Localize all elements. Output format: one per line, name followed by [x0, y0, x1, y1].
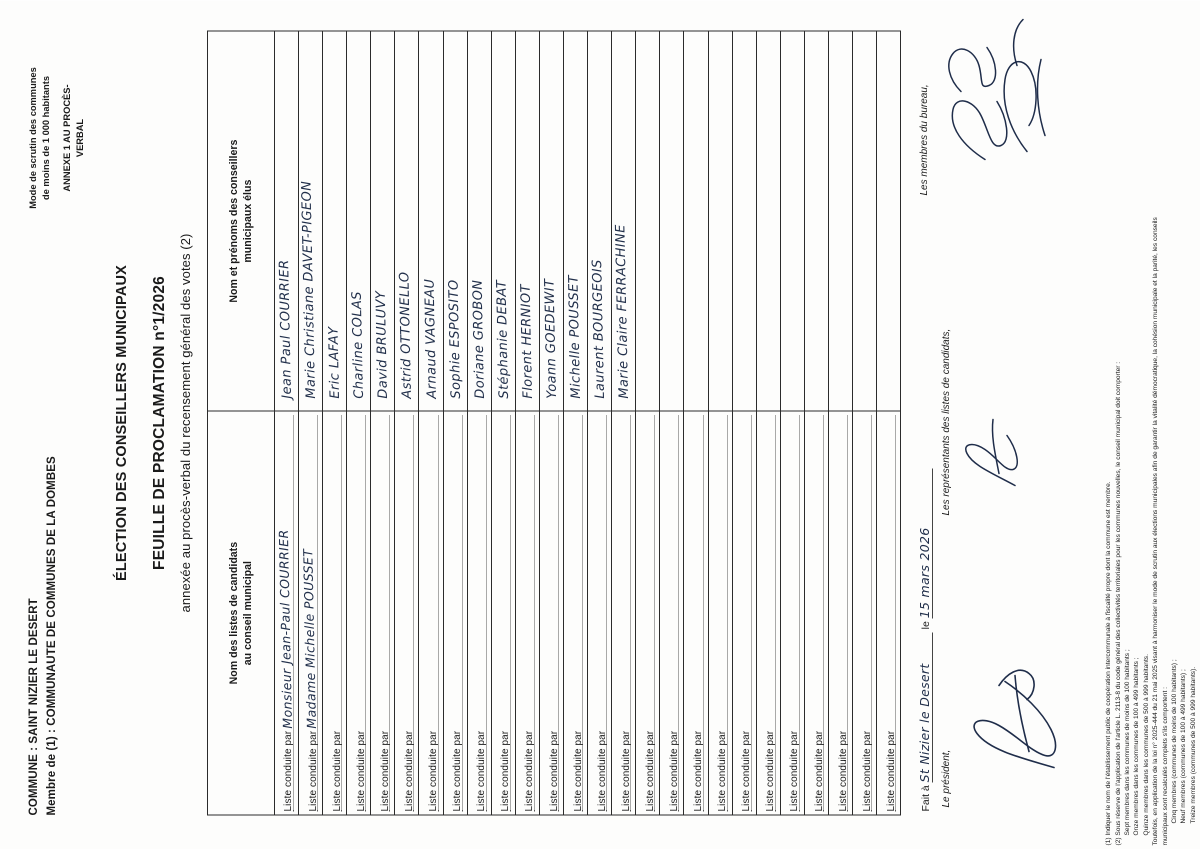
- liste-conduite-par-label: Liste conduite par: [403, 730, 415, 811]
- liste-conduite-par-label: Liste conduite par: [620, 730, 632, 811]
- handwritten-elected-name: Doriane GROBON: [470, 279, 488, 399]
- handwritten-elected-name: Marie Christiane DAVET-PIGEON: [299, 180, 320, 399]
- elected-councillor-cell[interactable]: [804, 31, 828, 411]
- liste-conduite-par-label: Liste conduite par: [307, 730, 319, 811]
- candidate-list-cell[interactable]: [323, 411, 347, 815]
- liste-conduite-par-label: Liste conduite par: [331, 730, 343, 811]
- handwritten-elected-name: Charline COLAS: [350, 290, 368, 399]
- president-label: Le président,: [941, 749, 953, 807]
- membres-bureau-label: Les membres du bureau,: [919, 83, 931, 195]
- table-row: [274, 31, 298, 815]
- table-row: [491, 31, 515, 815]
- table-row: [877, 31, 901, 815]
- footnote-bullet-2: Onze membres dans les communes de 100 à 499 habitants ;: [1133, 656, 1141, 835]
- header-left-block: [26, 456, 62, 815]
- proclamation-table: [207, 30, 901, 815]
- elected-councillor-cell[interactable]: [347, 31, 371, 411]
- elected-councillor-cell[interactable]: [539, 31, 563, 411]
- handwritten-elected-name: Marie Claire FERRACHINE: [613, 223, 633, 399]
- footnote-bullet-6: Treize membres (communes de 500 à 999 habitants).: [1189, 666, 1197, 823]
- elected-councillor-cell[interactable]: [636, 31, 660, 411]
- fait-a-line: [917, 291, 933, 811]
- elected-councillor-cell[interactable]: [708, 31, 732, 411]
- elected-councillor-cell[interactable]: [491, 31, 515, 411]
- col2-line1: Nom et prénoms des conseillers: [227, 139, 240, 303]
- liste-conduite-par-label: Liste conduite par: [885, 730, 897, 811]
- liste-conduite-par-label: Liste conduite par: [283, 730, 295, 811]
- elected-councillor-cell[interactable]: [564, 31, 588, 411]
- candidate-list-cell[interactable]: [756, 411, 780, 815]
- candidate-list-cell[interactable]: [877, 411, 901, 815]
- elected-councillor-cell[interactable]: [829, 31, 853, 411]
- handwritten-candidate-list: Madame Michelle POUSSET: [300, 548, 320, 729]
- handwritten-elected-name: Florent HERNIOT: [518, 283, 536, 399]
- representants-label: Les représentants des listes de candidats,: [941, 328, 953, 515]
- mode-scrutin-line1: Mode de scrutin des communes: [28, 66, 38, 209]
- elected-councillor-cell[interactable]: [323, 31, 347, 411]
- table-row: [780, 31, 804, 815]
- elected-councillor-cell[interactable]: [853, 31, 877, 411]
- table-row: [467, 31, 491, 815]
- liste-conduite-par-label: Liste conduite par: [548, 730, 560, 811]
- elected-councillor-cell[interactable]: [274, 31, 298, 411]
- table-row: [829, 31, 853, 815]
- column-header-elected: [207, 31, 274, 411]
- elected-councillor-cell[interactable]: [588, 31, 612, 411]
- elected-councillor-cell[interactable]: [684, 31, 708, 411]
- le-label: le: [920, 620, 933, 629]
- candidate-list-cell[interactable]: [274, 411, 298, 815]
- candidate-list-cell[interactable]: [371, 411, 395, 815]
- document-title: ÉLECTION DES CONSEILLERS MUNICIPAUX: [113, 264, 130, 581]
- elected-councillor-cell[interactable]: [419, 31, 443, 411]
- handwritten-elected-name: Eric LAFAY: [326, 326, 344, 399]
- candidate-list-cell[interactable]: [612, 411, 636, 815]
- membre-line: Membre de (1) : COMMUNAUTE DE COMMUNES DE LA DOMBES: [45, 455, 58, 815]
- candidate-list-cell[interactable]: [395, 411, 419, 815]
- candidate-list-cell[interactable]: [515, 411, 539, 815]
- footnote-3: Toutefois, en application de la loi n° 2025-444 du 21 mai 2025 visant à harmoniser le mode de scrutin aux élections municipales afin de garantir la vitalité démocratique, la cohésion municipale et la parité, les conseils municipaux sont recalculés complets s'ils comportent :: [1152, 216, 1169, 845]
- col1-line1: Nom des listes de candidats: [227, 541, 240, 684]
- liste-conduite-par-label: Liste conduite par: [644, 730, 656, 811]
- handwritten-elected-name: Laurent BOURGEOIS: [590, 258, 609, 399]
- col2-line2: municipaux élus: [241, 179, 254, 263]
- column-header-candidate-lists: [207, 411, 274, 815]
- elected-councillor-cell[interactable]: [443, 31, 467, 411]
- table-row: [756, 31, 780, 815]
- signature-membres-bureau: [935, 0, 1075, 175]
- table-row: [732, 31, 756, 815]
- table-row: [564, 31, 588, 815]
- handwritten-elected-name: Michelle POUSSET: [566, 274, 585, 399]
- liste-conduite-par-label: Liste conduite par: [379, 730, 391, 811]
- candidate-list-cell[interactable]: [443, 411, 467, 815]
- elected-councillor-cell[interactable]: [877, 31, 901, 411]
- liste-conduite-par-label: Liste conduite par: [837, 730, 849, 811]
- liste-conduite-par-label: Liste conduite par: [596, 730, 608, 811]
- signature-representant: [953, 377, 1033, 497]
- table-row: [539, 31, 563, 815]
- candidate-list-cell[interactable]: [829, 411, 853, 815]
- document-header: [26, 30, 88, 815]
- fait-a-value: St Nizier le Desert: [917, 662, 933, 782]
- footnote-bullet-4: Cinq membres (communes de moins de 100 habitants) ;: [1170, 658, 1178, 823]
- table-row: [853, 31, 877, 815]
- table-row: [515, 31, 539, 815]
- handwritten-elected-name: Stéphanie DEBAT: [494, 279, 512, 399]
- candidate-list-cell[interactable]: [419, 411, 443, 815]
- candidate-list-cell[interactable]: [660, 411, 684, 815]
- table-row: [395, 31, 419, 815]
- liste-conduite-par-label: Liste conduite par: [428, 730, 440, 811]
- table-header-row: [207, 31, 274, 815]
- signature-president: [959, 635, 1069, 785]
- liste-conduite-par-label: Liste conduite par: [355, 730, 367, 811]
- header-right-block: [26, 30, 88, 245]
- handwritten-elected-name: David BRULUVY: [374, 290, 392, 399]
- candidate-list-cell[interactable]: [853, 411, 877, 815]
- liste-conduite-par-label: Liste conduite par: [717, 730, 729, 811]
- document-subtitle: FEUILLE DE PROCLAMATION n°1/2026: [150, 275, 168, 570]
- table-row: [804, 31, 828, 815]
- table-body: [274, 31, 900, 815]
- handwritten-candidate-list: Monsieur Jean-Paul COURRIER: [275, 528, 295, 729]
- liste-conduite-par-label: Liste conduite par: [813, 730, 825, 811]
- candidate-list-cell[interactable]: [780, 411, 804, 815]
- table-row: [443, 31, 467, 815]
- le-value: 15 mars 2026: [917, 527, 933, 618]
- elected-councillor-cell[interactable]: [515, 31, 539, 411]
- annexe-line2: VERBAL: [75, 118, 86, 157]
- liste-conduite-par-label: Liste conduite par: [476, 730, 488, 811]
- liste-conduite-par-label: Liste conduite par: [789, 730, 801, 811]
- fait-a-label: Fait à: [920, 784, 933, 811]
- footnotes: [1104, 185, 1198, 845]
- candidate-list-cell[interactable]: [539, 411, 563, 815]
- handwritten-elected-name: Astrid OTTONELLO: [397, 271, 416, 399]
- elected-councillor-cell[interactable]: [660, 31, 684, 411]
- candidate-list-cell[interactable]: [588, 411, 612, 815]
- footnote-1: (1) Indiquer le nom de l'établissement public de coopération intercommunale à fiscalité propre dont la commune est membre.: [1105, 480, 1113, 845]
- elected-councillor-cell[interactable]: [298, 31, 322, 411]
- candidate-list-cell[interactable]: [298, 411, 322, 815]
- candidate-list-cell[interactable]: [804, 411, 828, 815]
- elected-councillor-cell[interactable]: [371, 31, 395, 411]
- footnote-bullet-1: Sept membres dans les communes de moins de 100 habitants ;: [1124, 648, 1132, 835]
- liste-conduite-par-label: Liste conduite par: [861, 730, 873, 811]
- elected-councillor-cell[interactable]: [756, 31, 780, 411]
- candidate-list-cell[interactable]: [467, 411, 491, 815]
- liste-conduite-par-label: Liste conduite par: [572, 730, 584, 811]
- table-row: [660, 31, 684, 815]
- commune-line: COMMUNE : SAINT NIZIER LE DESERT: [28, 597, 40, 815]
- candidate-list-cell[interactable]: [347, 411, 371, 815]
- table-row: [636, 31, 660, 815]
- footnote-bullet-5: Neuf membres (communes de 100 à 499 habitants) ;: [1180, 668, 1188, 823]
- table-row: [371, 31, 395, 815]
- liste-conduite-par-label: Liste conduite par: [765, 730, 777, 811]
- footnote-2: (2) Sous réserve de l'application de l'article L. 2113-8 du code général des collectivités territoriales pour les communes nouvelles, le conseil municipal doit comporter :: [1114, 361, 1122, 845]
- liste-conduite-par-label: Liste conduite par: [741, 730, 753, 811]
- elected-councillor-cell[interactable]: [612, 31, 636, 411]
- table-row: [684, 31, 708, 815]
- handwritten-elected-name: Arnaud VAGNEAU: [422, 278, 440, 399]
- table-row: [298, 31, 322, 815]
- signature-area: [917, 30, 1085, 815]
- candidate-list-cell[interactable]: [636, 411, 660, 815]
- mode-scrutin-line2: de moins de 1 000 habitants: [41, 75, 52, 200]
- elected-councillor-cell[interactable]: [467, 31, 491, 411]
- table-row: [588, 31, 612, 815]
- liste-conduite-par-label: Liste conduite par: [524, 730, 536, 811]
- handwritten-elected-name: Jean Paul COURRIER: [277, 259, 295, 399]
- liste-conduite-par-label: Liste conduite par: [693, 730, 705, 811]
- col1-line2: au conseil municipal: [241, 560, 254, 665]
- table-row: [708, 31, 732, 815]
- footnote-bullet-3: Quinze membres dans les communes de 500 à 999 habitants.: [1142, 653, 1150, 835]
- document-annex-note: annexée au procès-verbal du recensement général des votes (2): [177, 233, 193, 612]
- candidate-list-cell[interactable]: [732, 411, 756, 815]
- handwritten-elected-name: Yoann GOEDEWIT: [542, 278, 560, 399]
- liste-conduite-par-label: Liste conduite par: [668, 730, 680, 811]
- liste-conduite-par-label: Liste conduite par: [500, 730, 512, 811]
- table-row: [419, 31, 443, 815]
- candidate-list-cell[interactable]: [684, 411, 708, 815]
- handwritten-elected-name: Sophie ESPOSITO: [446, 279, 464, 399]
- table-row: [323, 31, 347, 815]
- annexe-line1: ANNEXE 1 AU PROCÈS-: [61, 83, 72, 192]
- candidate-list-cell[interactable]: [564, 411, 588, 815]
- candidate-list-cell[interactable]: [708, 411, 732, 815]
- elected-councillor-cell[interactable]: [395, 31, 419, 411]
- liste-conduite-par-label: Liste conduite par: [452, 730, 464, 811]
- table-row: [612, 31, 636, 815]
- elected-councillor-cell[interactable]: [780, 31, 804, 411]
- elected-councillor-cell[interactable]: [732, 31, 756, 411]
- candidate-list-cell[interactable]: [491, 411, 515, 815]
- table-row: [347, 31, 371, 815]
